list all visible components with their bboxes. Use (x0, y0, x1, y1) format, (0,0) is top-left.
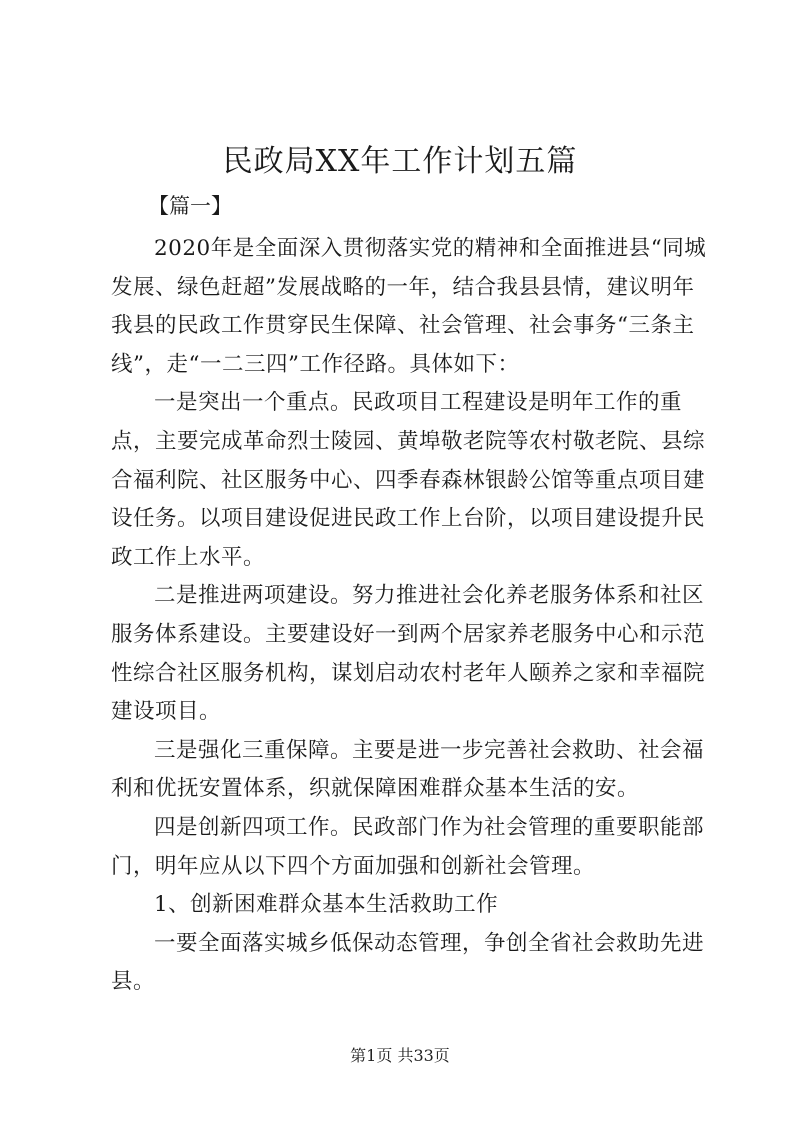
document-title: 民政局XX年工作计划五篇 (222, 144, 578, 179)
page-footer: 第1页 共33页 (350, 1046, 450, 1065)
document-body (111, 230, 715, 1002)
paragraph: 三是强化三重保障。主要是进一步完善社会救助、社会福利和优抚安置体系，织就保障困难群众基本生活的安。 (111, 737, 705, 802)
section-label: 【篇一】 (148, 194, 232, 218)
paragraph: 二是推进两项建设。努力推进社会化养老服务体系和社区服务体系建设。主要建设好一到两个居家养老服务中心和示范性综合社区服务机构，谋划启动农村老年人颐养之家和幸福院建设项目。 (111, 583, 706, 725)
paragraph: 1、创新困难群众基本生活救助工作 (154, 892, 499, 918)
paragraph: 一要全面落实城乡低保动态管理，争创全省社会救助先进县。 (111, 930, 705, 995)
paragraph: 一是突出一个重点。民政项目工程建设是明年工作的重点，主要完成革命烈士陵园、黄埠敬老院等农村敬老院、县综合福利院、社区服务中心、四季春森林银龄公馆等重点项目建设任务。以项目建设促进民政工作上台阶，以项目建设提升民政工作上水平。 (111, 390, 706, 570)
paragraph: 2020年是全面深入贯彻落实党的精神和全面推进县“同城发展、绿色赶超”发展战略的一年，结合我县县情，建议明年我县的民政工作贯穿民生保障、社会管理、社会事务“三条主线”，走“一二三四”工作径路。具体如下： (111, 236, 707, 377)
paragraph: 四是创新四项工作。民政部门作为社会管理的重要职能部门，明年应从以下四个方面加强和创新社会管理。 (111, 814, 705, 879)
